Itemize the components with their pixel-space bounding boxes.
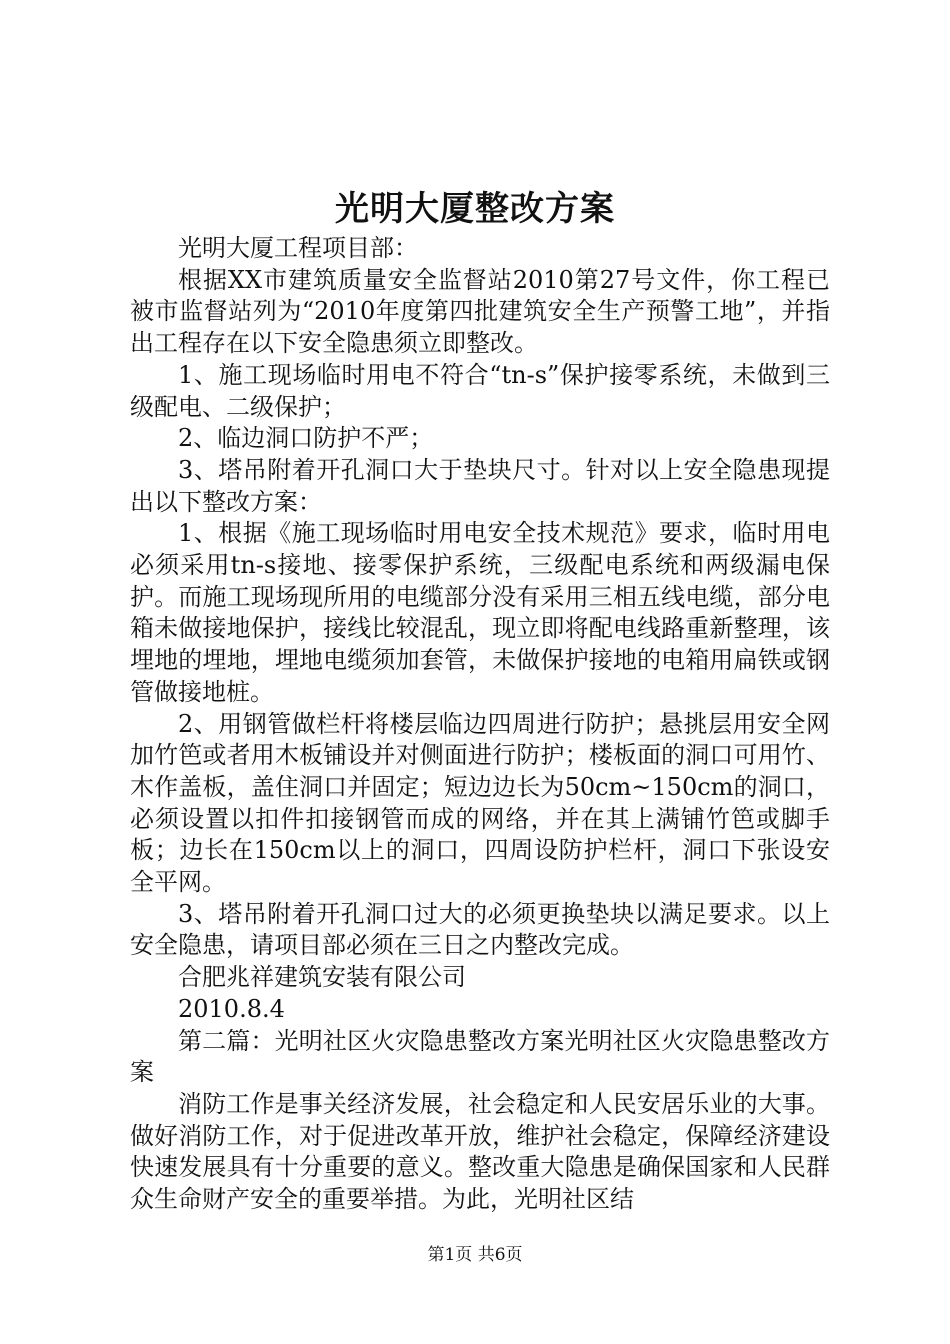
paragraph-issue-1: 1、施工现场临时用电不符合“tn-s”保护接零系统，未做到三级配电、二级保护； — [130, 360, 830, 421]
paragraph-signature-date: 2010.8.4 — [178, 994, 285, 1023]
paragraph-section-body: 消防工作是事关经济发展，社会稳定和人民安居乐业的大事。做好消防工作，对于促进改革开放，维护社会稳定，保障经济建设快速发展具有十分重要的意义。整改重大隐患是确保国家和人民群众生命财产安全的重要举措。为此，光明社区结 — [130, 1089, 830, 1214]
paragraph-recipient: 光明大厦工程项目部： — [178, 234, 418, 262]
page-footer: 第1页 共6页 — [427, 1245, 523, 1265]
paragraph-signature-company: 合肥兆祥建筑安装有限公司 — [178, 963, 466, 992]
document-body — [130, 233, 830, 1216]
paragraph-intro: 根据XX市建筑质量安全监督站2010第27号文件，你工程已被市监督站列为“2010年度第四批建筑安全生产预警工地”，并指出工程存在以下安全隐患须立即整改。 — [130, 265, 830, 358]
paragraph-issue-2: 2、临边洞口防护不严； — [178, 424, 434, 453]
paragraph-fix-2: 2、用钢管做栏杆将楼层临边四周进行防护；悬挑层用安全网加竹笆或者用木板铺设并对侧面进行防护；楼板面的洞口可用竹、木作盖板，盖住洞口并固定；短边边长为50cm~150cm的洞口，必须设置以扣件扣接钢管而成的网络，并在其上满铺竹笆或脚手板；边长在150cm以上的洞口，四周设防护栏杆，洞口下张设安全平网。 — [130, 709, 830, 897]
paragraph-section-heading: 第二篇：光明社区火灾隐患整改方案光明社区火灾隐患整改方案 — [130, 1026, 830, 1087]
paragraph-fix-1: 1、根据《施工现场临时用电安全技术规范》要求，临时用电必须采用tn-s接地、接零保护系统，三级配电系统和两级漏电保护。而施工现场现所用的电缆部分没有采用三相五线电缆，部分电箱未做接地保护，接线比较混乱，现立即将配电线路重新整理，该埋地的埋地，埋地电缆须加套管，未做保护接地的电箱用扁铁或钢管做接地桩。 — [130, 519, 830, 706]
paragraph-issue-3: 3、塔吊附着开孔洞口大于垫块尺寸。针对以上安全隐患现提出以下整改方案： — [130, 455, 830, 516]
document-title: 光明大厦整改方案 — [335, 189, 615, 229]
paragraph-fix-3: 3、塔吊附着开孔洞口过大的必须更换垫块以满足要求。以上安全隐患，请项目部必须在三日之内整改完成。 — [130, 899, 830, 960]
